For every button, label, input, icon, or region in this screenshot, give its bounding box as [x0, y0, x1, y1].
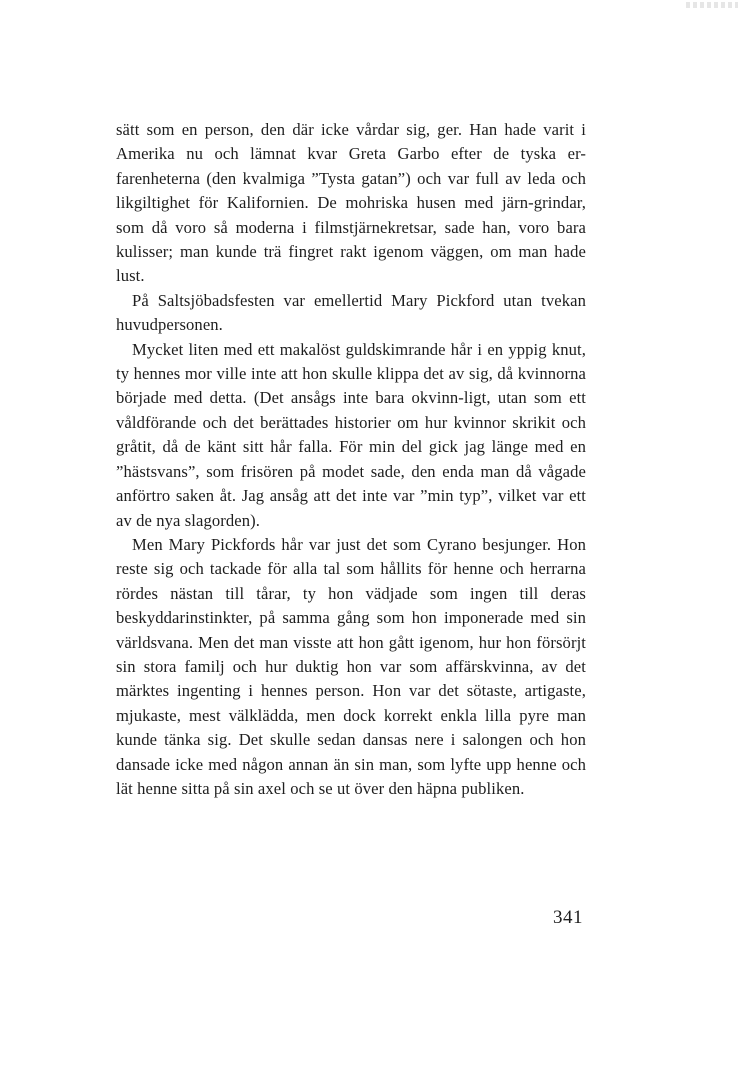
- body-text: [116, 118, 586, 801]
- paragraph-3: Mycket liten med ett makalöst guldskimrande hår i en yppig knut, ty hennes mor ville inte att hon skulle klippa det av sig, då kvinnorna började med detta. (Det ansågs inte bara okvinn-ligt, utan som ett våldförande och det berättades historier om hur kvinnor skrikit och gråtit, då de känt sitt hår falla. För min del gick jag länge med en ”hästsvans”, som frisören på modet sade, den enda man då vågade anförtro saken åt. Jag ansåg att det inte var ”min typ”, vilket var ett av de nya slagorden).: [116, 339, 586, 530]
- paragraph-1: sätt som en person, den där icke vårdar sig, ger. Han hade varit i Amerika nu och lämnat kvar Greta Garbo efter de tyska er-farenheterna (den kvalmiga ”Tysta gatan”) och var full av leda och likgiltighet för Kalifornien. De mohriska husen med järn-grindar, som då voro så moderna i filmstjärnekretsar, sade han, voro bara kulisser; man kunde trä fingret rakt igenom väggen, om man hade lust.: [116, 120, 586, 286]
- scan-edge-mark: [686, 2, 738, 8]
- paragraph-4: Men Mary Pickfords hår var just det som Cyrano besjunger. Hon reste sig och tackade för alla tal som hållits för henne och herrarna rördes nästan till tårar, ty hon vädjade som ingen till deras beskyddarinstinkter, på samma gång som hon imponerade med sin världsvana. Men det man visste att hon gått igenom, hur hon försörjt sin stora familj och hur duktig hon var som affärskvinna, av det märktes ingenting i hennes person. Hon var det sötaste, artigaste, mjukaste, mest välklädda, men dock korrekt enkla lilla pyre man kunde tänka sig. Det skulle sedan dansas nere i salongen och hon dansade icke med någon annan än sin man, som lyfte upp henne och lät henne sitta på sin axel och se ut över den häpna publiken.: [116, 534, 586, 798]
- paragraph-2: På Saltsjöbadsfesten var emellertid Mary Pickford utan tvekan huvudpersonen.: [116, 290, 586, 335]
- page-number: 341: [553, 907, 583, 928]
